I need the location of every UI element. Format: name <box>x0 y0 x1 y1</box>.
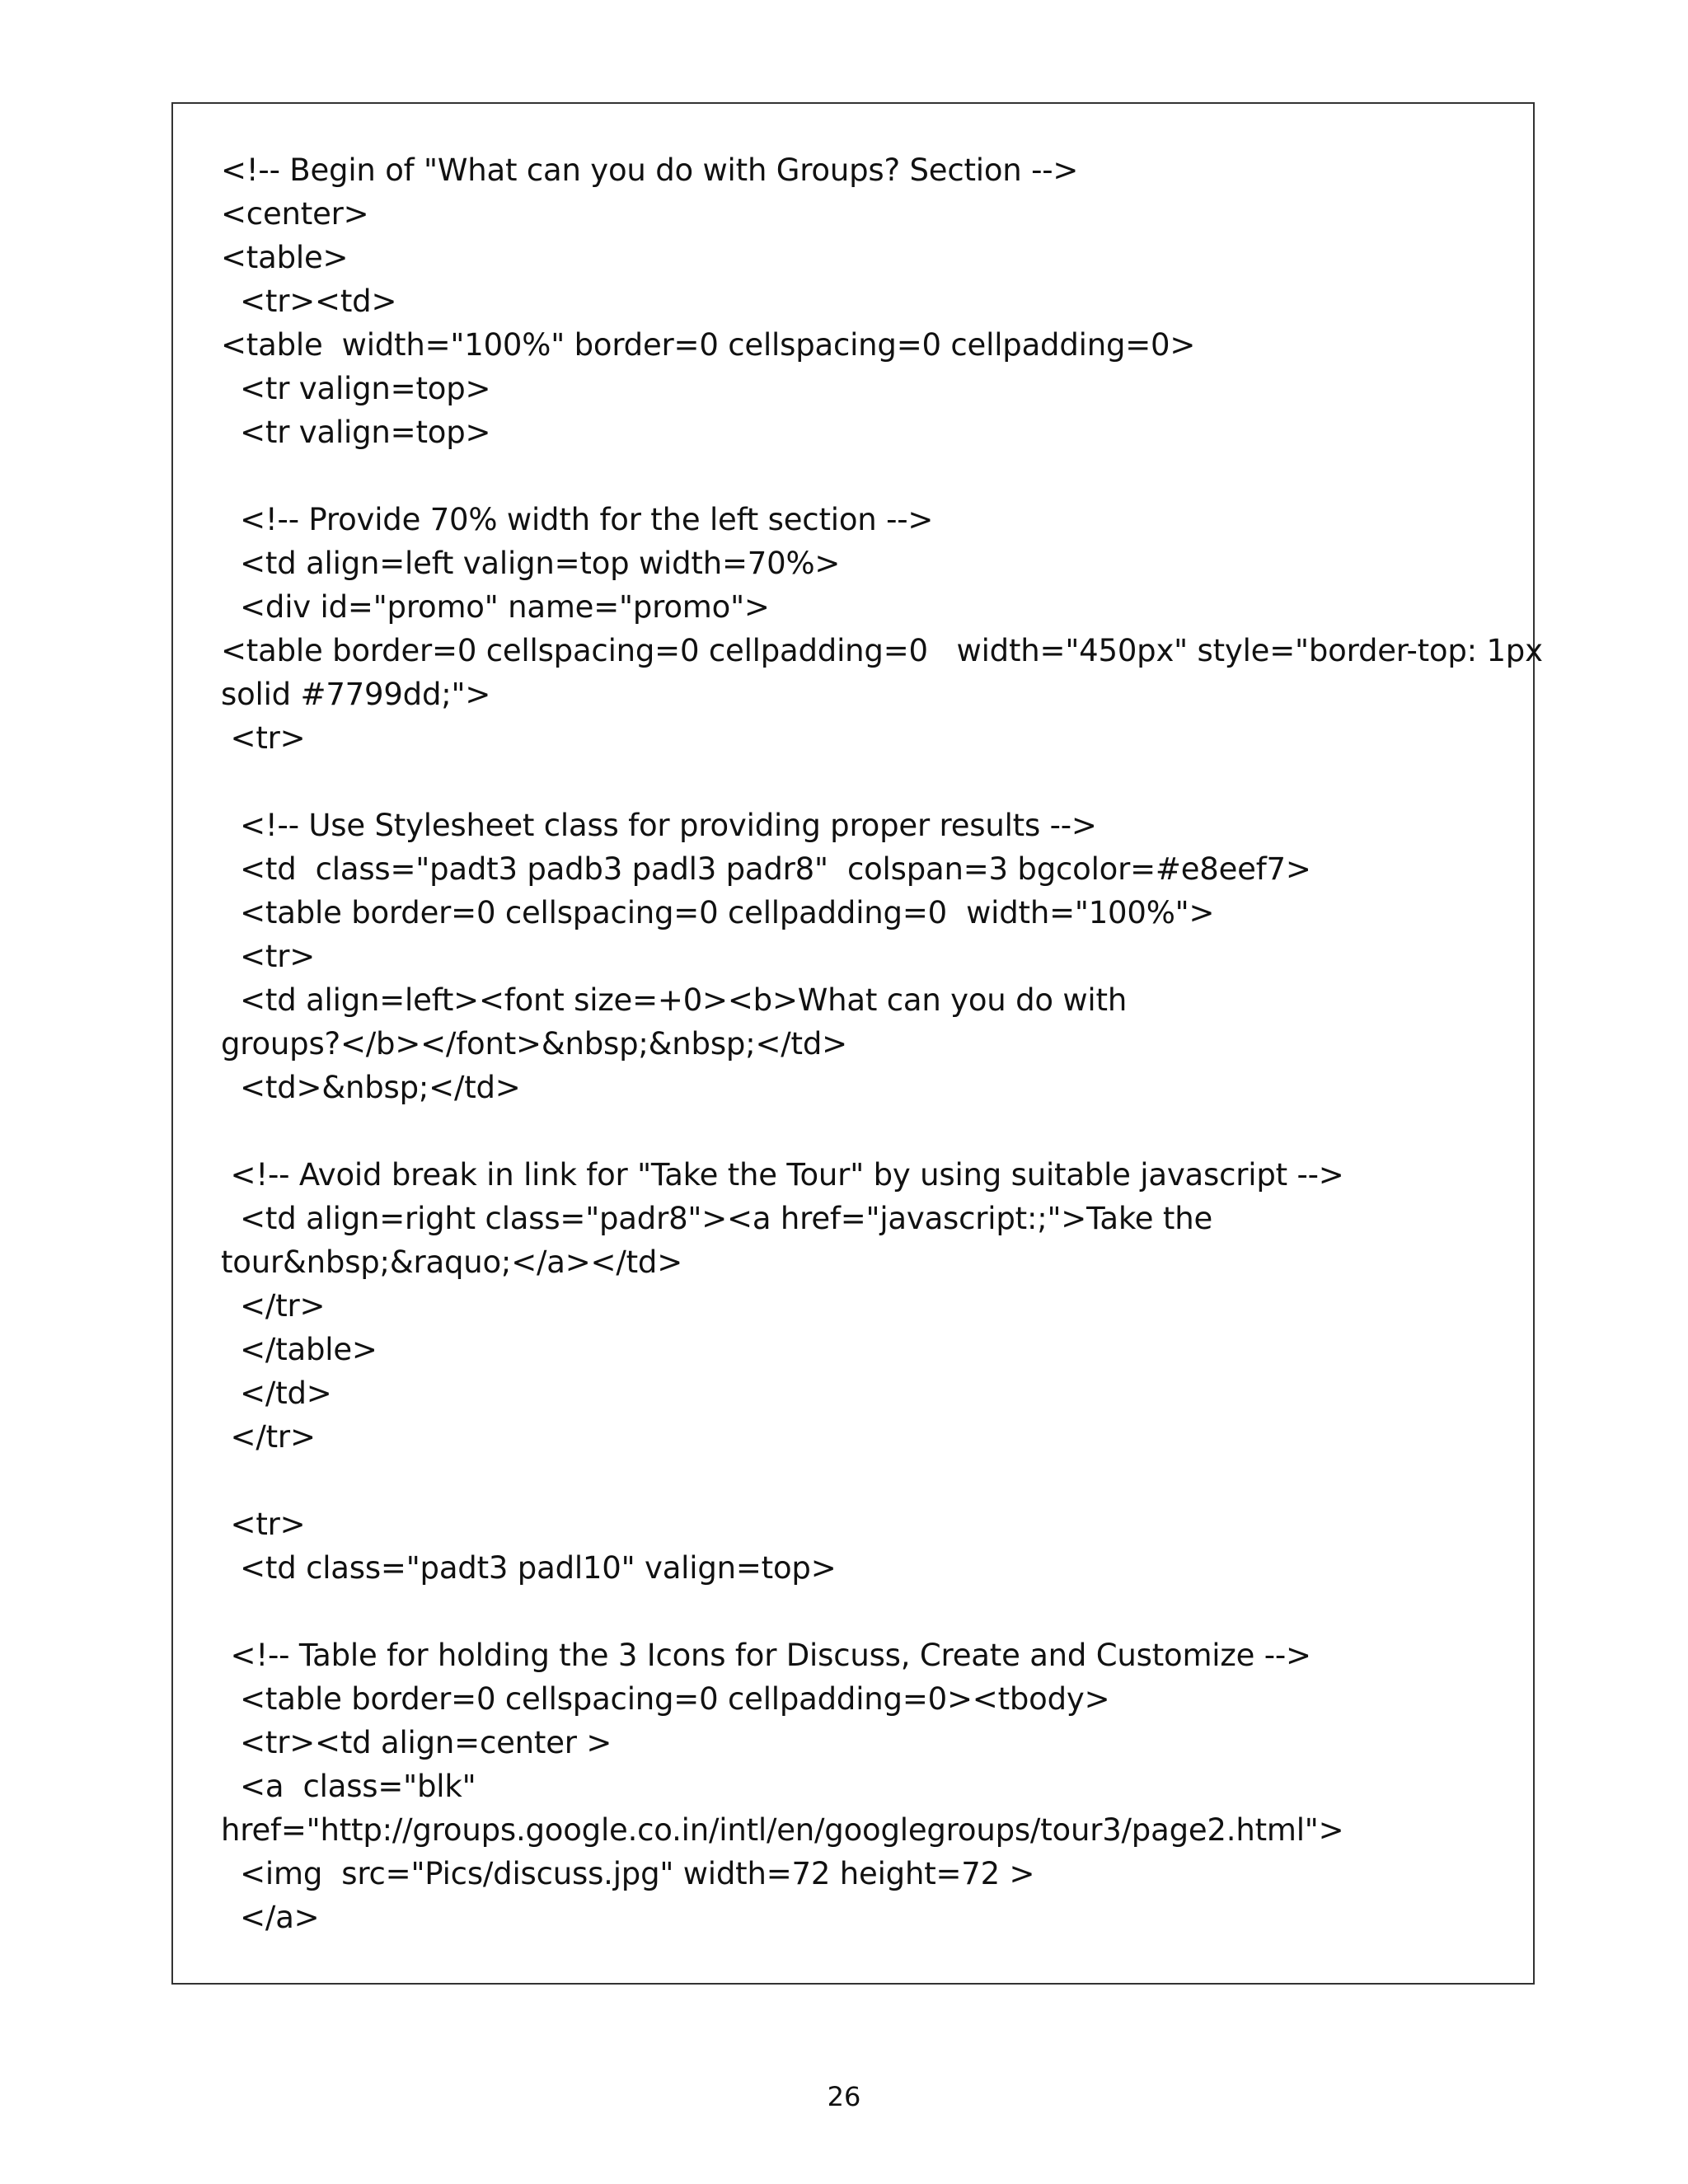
code-line: </td> <box>221 1376 332 1411</box>
code-line: href="http://groups.google.co.in/intl/en/googlegroups/tour3/page2.html"> <box>221 1812 1344 1848</box>
code-line: <div id="promo" name="promo"> <box>221 589 770 625</box>
code-line: </tr> <box>221 1419 316 1455</box>
code-line: <td align=left valign=top width=70%> <box>221 546 841 581</box>
code-line: tour&nbsp;&raquo;</a></td> <box>221 1244 683 1280</box>
code-line: <table> <box>221 240 349 275</box>
code-line: <table width="100%" border=0 cellspacing=0 cellpadding=0> <box>221 327 1196 363</box>
code-line: <td align=right class="padr8"><a href="javascript:;">Take the <box>221 1201 1213 1236</box>
code-line: <td align=left><font size=+0><b>What can you do with <box>221 982 1128 1018</box>
code-line: </table> <box>221 1332 377 1367</box>
code-line: <tr><td> <box>221 284 397 319</box>
code-line: <center> <box>221 196 369 232</box>
code-line: <!-- Use Stylesheet class for providing proper results --> <box>221 808 1097 843</box>
code-line: <td>&nbsp;</td> <box>221 1070 521 1105</box>
page-number: 26 <box>827 2081 861 2112</box>
code-line: <!-- Table for holding the 3 Icons for Discuss, Create and Customize --> <box>221 1638 1311 1673</box>
code-line: groups?</b></font>&nbsp;&nbsp;</td> <box>221 1026 847 1062</box>
code-line: <tr> <box>221 939 316 974</box>
code-line: <tr><td align=center > <box>221 1725 612 1760</box>
code-line: <!-- Begin of "What can you do with Groups? Section --> <box>221 152 1079 188</box>
code-line: <td class="padt3 padb3 padl3 padr8" colspan=3 bgcolor=#e8eef7> <box>221 851 1311 887</box>
code-line: <tr valign=top> <box>221 415 491 450</box>
code-line: <tr valign=top> <box>221 371 491 406</box>
code-line: </tr> <box>221 1288 326 1324</box>
code-line: solid #7799dd;"> <box>221 677 491 712</box>
code-line: <img src="Pics/discuss.jpg" width=72 height=72 > <box>221 1856 1035 1891</box>
code-line: <table border=0 cellspacing=0 cellpadding=0 width="450px" style="border-top: 1px <box>221 633 1543 668</box>
code-line: <!-- Avoid break in link for "Take the Tour" by using suitable javascript --> <box>221 1157 1344 1193</box>
code-line: <td class="padt3 padl10" valign=top> <box>221 1550 837 1586</box>
code-line: <table border=0 cellspacing=0 cellpadding=0 width="100%"> <box>221 895 1215 930</box>
code-line: <a class="blk" <box>221 1769 476 1804</box>
code-line: <tr> <box>221 1507 306 1542</box>
code-line: <table border=0 cellspacing=0 cellpadding=0><tbody> <box>221 1681 1110 1717</box>
code-line: <tr> <box>221 720 306 756</box>
code-line: </a> <box>221 1900 320 1935</box>
code-line: <!-- Provide 70% width for the left section --> <box>221 502 934 537</box>
